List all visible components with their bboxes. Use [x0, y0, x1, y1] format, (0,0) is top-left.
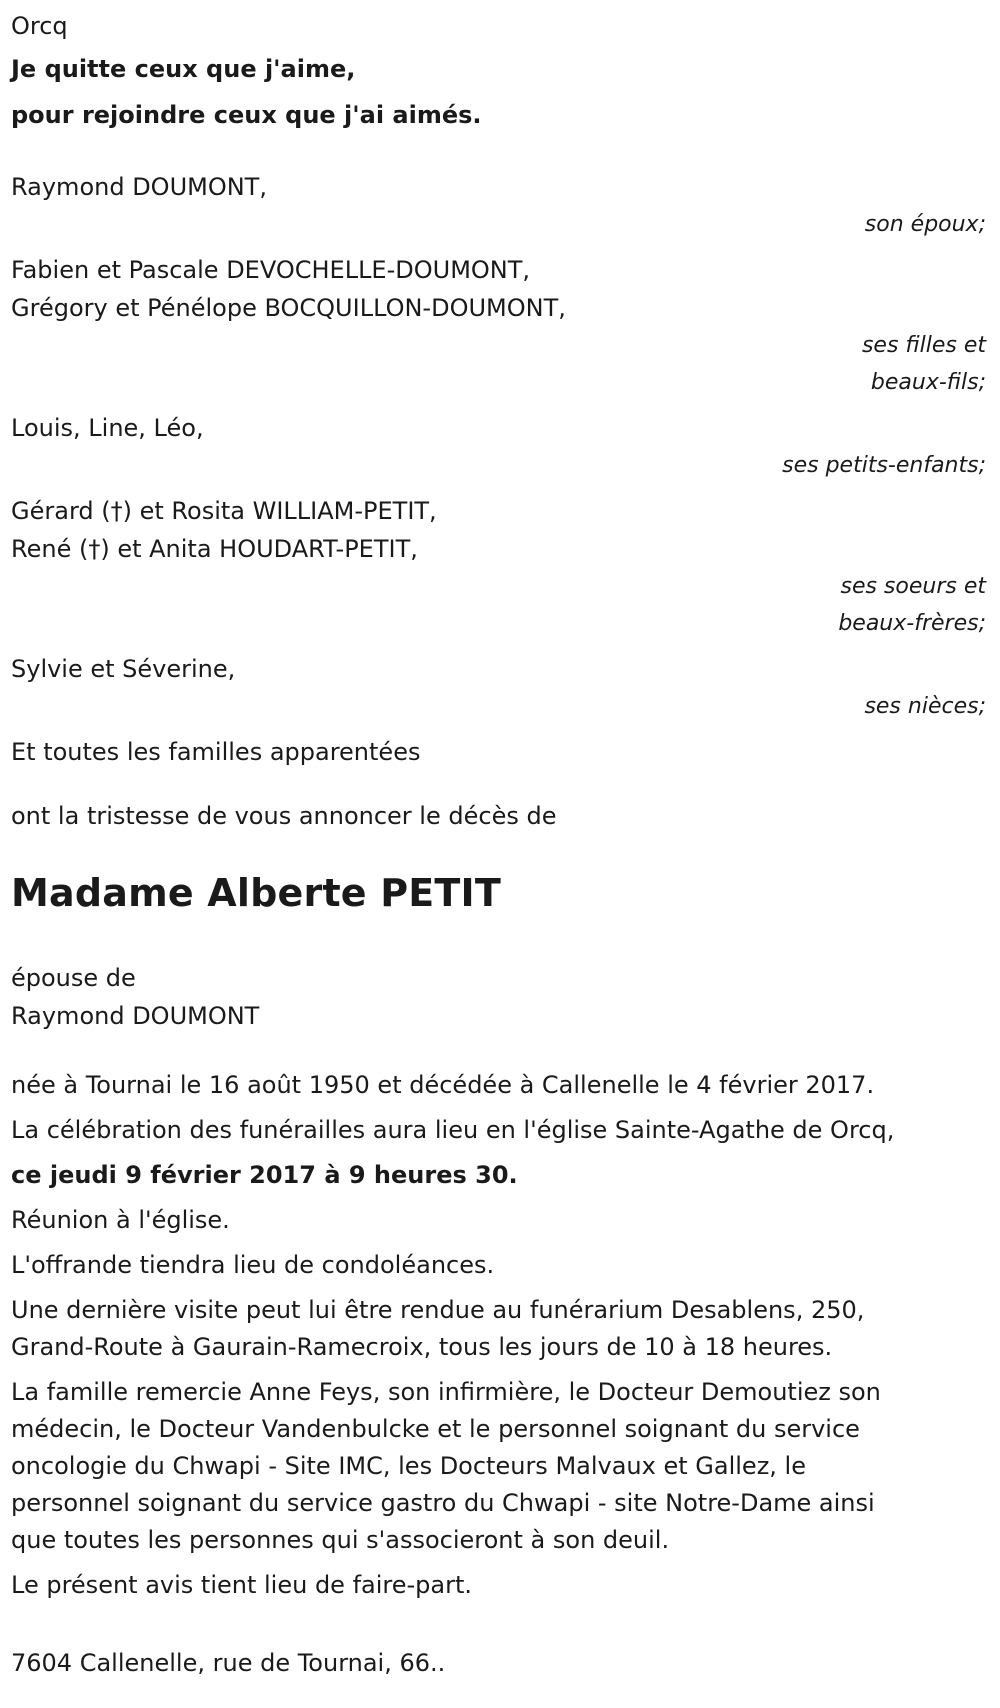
announcement-text: ont la tristesse de vous annoncer le décès de — [11, 802, 557, 830]
family-role: beaux-frères; — [838, 611, 986, 636]
thanks-line: oncologie du Chwapi - Site IMC, les Docteurs Malvaux et Gallez, le — [11, 1452, 806, 1480]
ceremony-date: ce jeudi 9 février 2017 à 9 heures 30. — [11, 1161, 518, 1189]
family-group-grandchildren — [11, 409, 986, 484]
deceased-name: Madame Alberte PETIT — [11, 871, 502, 915]
spouse-name: Raymond DOUMONT — [11, 1002, 260, 1030]
offering-text: L'offrande tiendra lieu de condoléances. — [11, 1251, 495, 1279]
thanks-line: médecin, le Docteur Vandenbulcke et le personnel soignant du service — [11, 1415, 860, 1443]
visit-line: Grand-Route à Gaurain-Ramecroix, tous les jours de 10 à 18 heures. — [11, 1333, 833, 1361]
family-names: Louis, Line, Léo, — [11, 414, 204, 442]
place-name: Orcq — [11, 12, 68, 40]
family-role: beaux-fils; — [870, 370, 986, 395]
meeting-text: Réunion à l'église. — [11, 1206, 230, 1234]
family-group-nieces — [11, 650, 986, 725]
family-group-daughters — [11, 251, 986, 401]
visit-text — [11, 1292, 986, 1366]
visit-line: Une dernière visite peut lui être rendue au funérarium Desablens, 250, — [11, 1296, 865, 1324]
family-role: ses petits-enfants; — [782, 453, 986, 478]
spouse-label: épouse de — [11, 964, 136, 992]
family-role: ses nièces; — [864, 694, 986, 719]
family-names: Grégory et Pénélope BOCQUILLON-DOUMONT, — [11, 294, 566, 322]
thanks-line: La famille remercie Anne Feys, son infirmière, le Docteur Demoutiez son — [11, 1378, 881, 1406]
thanks-text — [11, 1374, 986, 1559]
family-names: Fabien et Pascale DEVOCHELLE-DOUMONT, — [11, 256, 531, 284]
family-names: Gérard (†) et Rosita WILLIAM-PETIT, — [11, 497, 437, 525]
family-role: ses soeurs et — [840, 574, 986, 599]
thanks-line: que toutes les personnes qui s'associeront à son deuil. — [11, 1526, 670, 1554]
family-list — [11, 168, 986, 771]
ceremony-text: La célébration des funérailles aura lieu en l'église Sainte-Agathe de Orcq, — [11, 1116, 895, 1144]
notice-text: Le présent avis tient lieu de faire-part. — [11, 1571, 473, 1599]
quote-line-2: pour rejoindre ceux que j'ai aimés. — [11, 101, 482, 129]
family-group-spouse — [11, 168, 986, 243]
address-text: 7604 Callenelle, rue de Tournai, 66.. — [11, 1649, 446, 1677]
family-names: Sylvie et Séverine, — [11, 655, 236, 683]
family-names: Raymond DOUMONT, — [11, 173, 267, 201]
family-role: ses filles et — [861, 333, 986, 358]
quote-line-1: Je quitte ceux que j'aime, — [11, 55, 356, 83]
family-group-sisters — [11, 492, 986, 642]
spouse-block — [11, 959, 986, 1035]
birth-death-text: née à Tournai le 16 août 1950 et décédée à Callenelle le 4 février 2017. — [11, 1071, 875, 1099]
families-line: Et toutes les familles apparentées — [11, 738, 421, 766]
family-role: son époux; — [864, 212, 986, 237]
thanks-line: personnel soignant du service gastro du Chwapi - site Notre-Dame ainsi — [11, 1489, 875, 1517]
family-names: René (†) et Anita HOUDART-PETIT, — [11, 535, 418, 563]
